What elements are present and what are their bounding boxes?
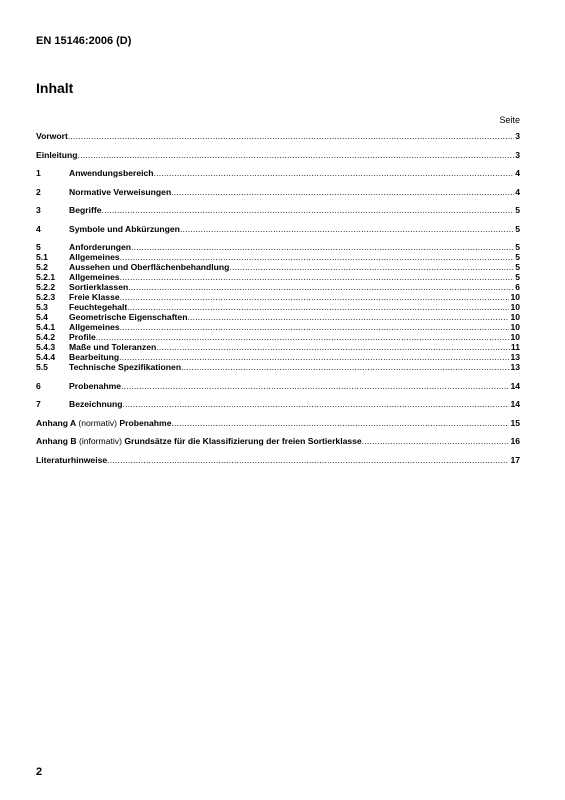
dot-leader bbox=[154, 168, 515, 178]
toc-entry[interactable] bbox=[36, 381, 520, 391]
toc-entry-label bbox=[69, 302, 127, 312]
toc-entry-page: 14 bbox=[510, 399, 520, 409]
toc-entry-page: 5 bbox=[515, 272, 520, 282]
dot-leader bbox=[128, 282, 514, 292]
toc-entry-title: Normative Verweisungen bbox=[69, 186, 172, 197]
toc-entry[interactable] bbox=[36, 362, 520, 372]
toc-entry[interactable] bbox=[36, 262, 520, 272]
table-of-contents bbox=[36, 131, 520, 465]
dot-leader bbox=[68, 131, 514, 141]
toc-entry-page: 5 bbox=[515, 262, 520, 272]
dot-leader bbox=[120, 322, 510, 332]
toc-entry-number: 5.2.3 bbox=[36, 292, 56, 302]
toc-entry-page: 13 bbox=[510, 362, 520, 372]
toc-entry-label bbox=[69, 168, 154, 178]
dot-leader bbox=[171, 418, 509, 428]
toc-entry-title: Maße und Toleranzen bbox=[69, 342, 157, 352]
toc-entry-number: 5.1 bbox=[36, 252, 48, 262]
toc-entry[interactable] bbox=[36, 272, 520, 282]
toc-entry-page: 5 bbox=[515, 252, 520, 262]
toc-entry-title: Literaturhinweise bbox=[36, 454, 108, 465]
toc-entry-number: 5.2 bbox=[36, 262, 48, 272]
toc-entry-label bbox=[69, 262, 229, 272]
toc-entry-label bbox=[69, 224, 180, 234]
toc-entry-label bbox=[69, 272, 120, 282]
toc-entry[interactable] bbox=[36, 252, 520, 262]
toc-entry-title: Sortierklassen bbox=[69, 282, 129, 292]
toc-entry-label bbox=[69, 282, 128, 292]
toc-entry-page: 10 bbox=[510, 292, 520, 302]
toc-entry[interactable] bbox=[36, 302, 520, 312]
toc-entry-title: Feuchtegehalt bbox=[69, 302, 128, 312]
toc-entry-title: Anwendungsbereich bbox=[69, 168, 154, 178]
toc-entry-title: Allgemeines bbox=[69, 252, 120, 262]
dot-leader bbox=[121, 381, 509, 391]
toc-entry[interactable] bbox=[36, 205, 520, 215]
dot-leader bbox=[120, 252, 515, 262]
toc-entry-label bbox=[69, 381, 121, 391]
toc-entry-title: Einleitung bbox=[36, 149, 78, 160]
toc-entry-title: Symbole und Abkürzungen bbox=[69, 223, 180, 234]
toc-entry-title: Anforderungen bbox=[69, 242, 132, 252]
page-title: Inhalt bbox=[36, 80, 74, 96]
toc-entry-number: 5.4.3 bbox=[36, 342, 56, 352]
toc-entry-title: Bearbeitung bbox=[69, 352, 120, 362]
toc-entry-label bbox=[36, 131, 68, 141]
toc-entry-page: 10 bbox=[510, 302, 520, 312]
toc-entry[interactable] bbox=[36, 436, 520, 446]
seite-label: Seite bbox=[499, 115, 520, 125]
dot-leader bbox=[122, 399, 509, 409]
dot-leader bbox=[131, 242, 514, 252]
toc-entry-label bbox=[69, 205, 101, 215]
toc-entry-title: Anhang A bbox=[36, 417, 76, 428]
toc-entry-label bbox=[36, 436, 362, 446]
dot-leader bbox=[107, 455, 509, 465]
toc-entry[interactable] bbox=[36, 455, 520, 465]
toc-entry-title: Vorwort bbox=[36, 131, 68, 141]
annex-title: Probenahme bbox=[119, 417, 172, 428]
toc-entry-number: 5.2.1 bbox=[36, 272, 56, 282]
toc-entry-page: 3 bbox=[515, 131, 520, 141]
toc-entry[interactable] bbox=[36, 399, 520, 409]
toc-entry-number: 5.2.2 bbox=[36, 282, 56, 292]
toc-entry-title: Aussehen und Oberflächenbehandlung bbox=[69, 262, 230, 272]
toc-entry-number: 5.4.1 bbox=[36, 322, 56, 332]
toc-entry-title: Anhang B bbox=[36, 436, 77, 446]
toc-entry[interactable] bbox=[36, 342, 520, 352]
toc-entry[interactable] bbox=[36, 131, 520, 141]
dot-leader bbox=[127, 302, 509, 312]
toc-entry-label bbox=[69, 322, 120, 332]
toc-entry-label bbox=[69, 187, 171, 197]
toc-entry-label bbox=[69, 252, 120, 262]
toc-entry-title: Allgemeines bbox=[69, 272, 120, 282]
toc-entry[interactable] bbox=[36, 224, 520, 234]
toc-entry[interactable] bbox=[36, 282, 520, 292]
toc-entry[interactable] bbox=[36, 352, 520, 362]
dot-leader bbox=[96, 332, 510, 342]
toc-entry[interactable] bbox=[36, 292, 520, 302]
dot-leader bbox=[180, 224, 514, 234]
toc-entry-page: 16 bbox=[510, 436, 520, 446]
annex-type: (normativ) bbox=[78, 417, 118, 428]
toc-entry-title: Bezeichnung bbox=[69, 399, 123, 409]
dot-leader bbox=[101, 205, 514, 215]
dot-leader bbox=[362, 436, 510, 446]
dot-leader bbox=[229, 262, 514, 272]
toc-entry-number: 7 bbox=[36, 399, 41, 409]
toc-entry[interactable] bbox=[36, 322, 520, 332]
dot-leader bbox=[187, 312, 509, 322]
dot-leader bbox=[171, 187, 514, 197]
toc-entry[interactable] bbox=[36, 242, 520, 252]
toc-entry-title: Profile bbox=[69, 332, 96, 342]
dot-leader bbox=[156, 342, 510, 352]
dot-leader bbox=[120, 272, 515, 282]
toc-entry-title: Geometrische Eigenschaften bbox=[69, 312, 188, 322]
toc-entry-number: 3 bbox=[36, 205, 41, 215]
toc-entry-number: 5.4.2 bbox=[36, 332, 56, 342]
toc-entry-page: 15 bbox=[510, 417, 520, 428]
toc-entry-page: 10 bbox=[510, 322, 520, 332]
toc-entry-label bbox=[69, 399, 122, 409]
document-id: EN 15146:2006 (D) bbox=[36, 35, 132, 47]
toc-entry-page: 11 bbox=[510, 342, 520, 352]
toc-entry[interactable] bbox=[36, 168, 520, 178]
dot-leader bbox=[119, 352, 509, 362]
toc-entry[interactable] bbox=[36, 418, 520, 428]
toc-entry-label bbox=[69, 342, 156, 352]
toc-entry-label bbox=[36, 418, 171, 428]
toc-entry-page: 5 bbox=[515, 205, 520, 215]
toc-entry-number: 1 bbox=[36, 168, 41, 178]
toc-entry-label bbox=[36, 150, 78, 160]
dot-leader bbox=[181, 362, 509, 372]
toc-entry-number: 5 bbox=[36, 242, 41, 252]
annex-title: Grundsätze für die Klassifizierung der freien Sortierklasse bbox=[124, 436, 362, 446]
toc-entry-label bbox=[69, 292, 120, 302]
toc-entry[interactable] bbox=[36, 312, 520, 322]
toc-entry-label bbox=[36, 455, 107, 465]
page-number: 2 bbox=[36, 766, 43, 778]
toc-entry-number: 5.3 bbox=[36, 302, 48, 312]
toc-entry[interactable] bbox=[36, 150, 520, 160]
toc-entry[interactable] bbox=[36, 332, 520, 342]
toc-entry-title: Freie Klasse bbox=[69, 292, 120, 302]
toc-entry-page: 6 bbox=[515, 282, 520, 292]
toc-entry-page: 10 bbox=[510, 332, 520, 342]
toc-entry-page: 10 bbox=[510, 312, 520, 322]
annex-type: (informativ) bbox=[78, 436, 122, 446]
toc-entry-page: 4 bbox=[515, 168, 520, 178]
toc-entry-label bbox=[69, 332, 96, 342]
toc-entry-label bbox=[69, 362, 181, 372]
toc-entry-label bbox=[69, 312, 187, 322]
toc-entry-title: Technische Spezifikationen bbox=[69, 362, 182, 372]
toc-entry-number: 5.4 bbox=[36, 312, 48, 322]
toc-entry-number: 5.4.4 bbox=[36, 352, 56, 362]
toc-entry-number: 6 bbox=[36, 380, 41, 391]
toc-entry-page: 5 bbox=[515, 223, 520, 234]
dot-leader bbox=[120, 292, 510, 302]
toc-entry-page: 4 bbox=[515, 186, 520, 197]
toc-entry-label bbox=[69, 242, 131, 252]
toc-entry[interactable] bbox=[36, 187, 520, 197]
toc-entry-title: Probenahme bbox=[69, 380, 122, 391]
toc-entry-number: 4 bbox=[36, 223, 41, 234]
toc-entry-page: 17 bbox=[510, 454, 520, 465]
toc-entry-page: 5 bbox=[515, 242, 520, 252]
toc-entry-title: Allgemeines bbox=[69, 322, 120, 332]
toc-entry-label bbox=[69, 352, 119, 362]
toc-entry-number: 2 bbox=[36, 186, 41, 197]
toc-entry-number: 5.5 bbox=[36, 362, 48, 372]
dot-leader bbox=[78, 150, 515, 160]
toc-entry-title: Begriffe bbox=[69, 205, 102, 215]
toc-entry-page: 14 bbox=[510, 380, 520, 391]
toc-entry-page: 13 bbox=[510, 352, 520, 362]
toc-entry-page: 3 bbox=[515, 149, 520, 160]
